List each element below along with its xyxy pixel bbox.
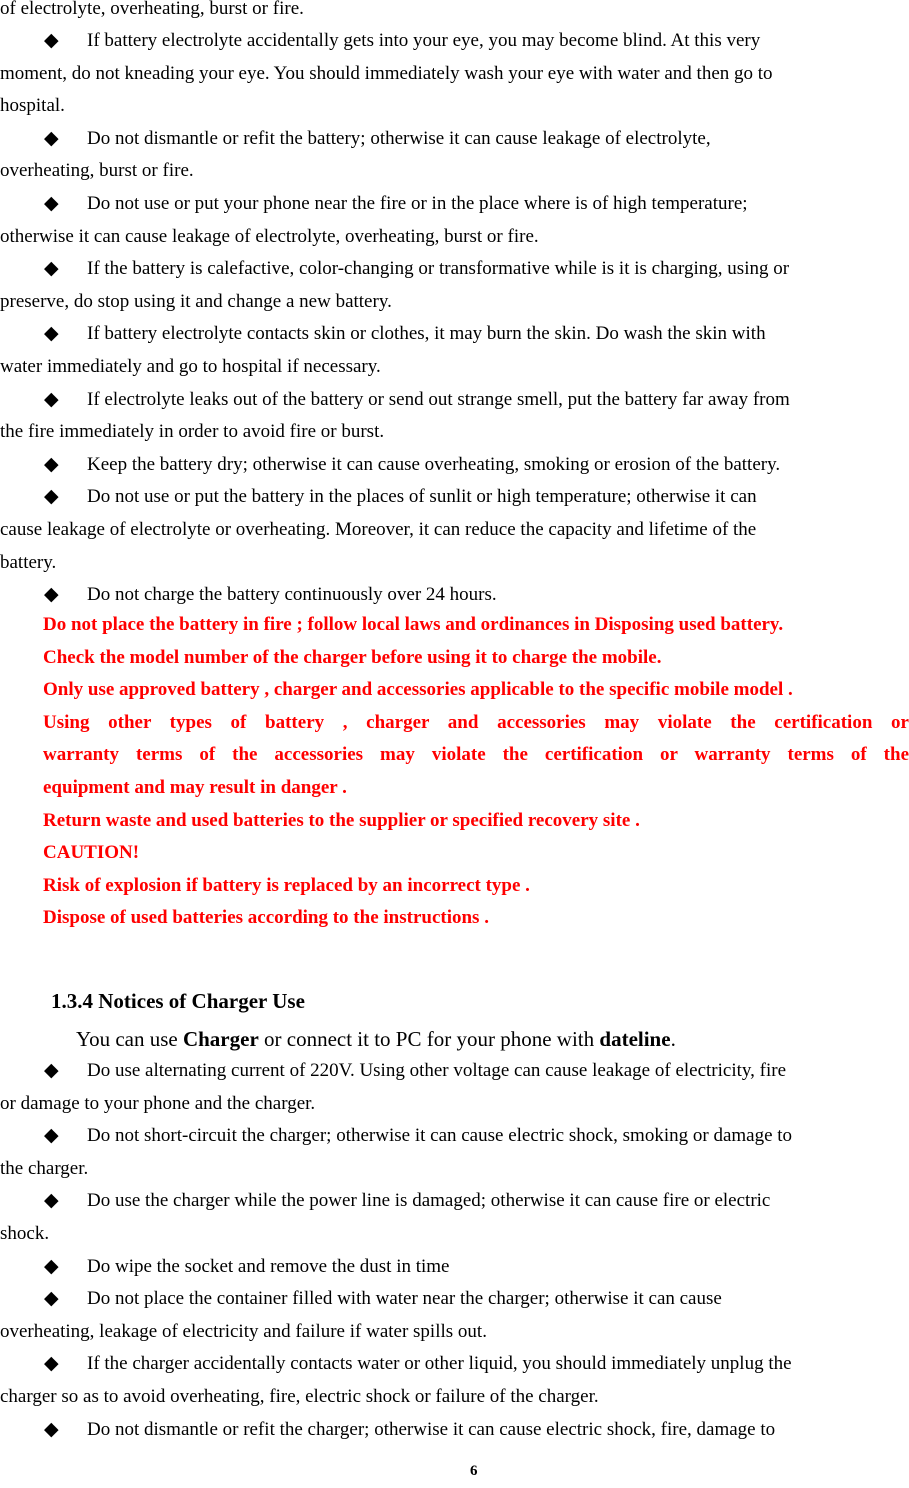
bullet-icon: ◆	[44, 388, 59, 410]
bullet-text-continuation: overheating, leakage of electricity and failure if water spills out.	[0, 1320, 487, 1342]
bullet-text-continuation: hospital.	[0, 95, 65, 117]
bullet-icon: ◆	[44, 193, 59, 214]
bullet-text: Do not short-circuit the charger; otherwise it can cause electric shock, smoking or damage to	[87, 1125, 793, 1147]
warning-line: Return waste and used batteries to the supplier or specified recovery site .	[43, 809, 640, 831]
bullet-text-continuation: the charger.	[0, 1157, 89, 1179]
bullet-icon: ◆	[44, 30, 59, 51]
bullet-icon: ◆	[44, 258, 59, 280]
bullet-icon: ◆	[44, 1353, 59, 1375]
bullet-text-continuation: moment, do not kneading your eye. You should immediately wash your eye with water and then go to	[0, 62, 773, 84]
bullet-icon: ◆	[44, 323, 59, 345]
bullet-text: If the battery is calefactive, color-changing or transformative while is it is charging, using or	[87, 258, 790, 280]
bullet-icon: ◆	[44, 1288, 59, 1310]
warning-line: Risk of explosion if battery is replaced by an incorrect type .	[43, 874, 530, 896]
bullet-text: Do not use or put the battery in the places of sunlit or high temperature; otherwise it can	[87, 486, 757, 508]
intro-text-2: or connect it to PC for your phone with	[258, 1027, 600, 1051]
bullet-text-continuation: cause leakage of electrolyte or overheating. Moreover, it can reduce the capacity and lifetime of the	[0, 519, 757, 540]
bullet-text-continuation: otherwise it can cause leakage of electrolyte, overheating, burst or fire.	[0, 225, 539, 247]
bullet-icon: ◆	[44, 1060, 59, 1081]
bullet-icon: ◆	[44, 1418, 59, 1440]
warning-line: CAUTION!	[43, 842, 140, 864]
bullet-text: Do not place the container filled with water near the charger; otherwise it can cause	[87, 1288, 722, 1310]
bullet-text: Do use the charger while the power line is damaged; otherwise it can cause fire or electric	[87, 1190, 771, 1212]
warning-line: Do not place the battery in fire ; follow local laws and ordinances in Disposing used battery.	[43, 614, 784, 635]
intro-bold-charger: Charger	[182, 1027, 259, 1051]
bullet-text-continuation: the fire immediately in order to avoid fire or burst.	[0, 421, 385, 443]
bullet-icon: ◆	[44, 584, 59, 606]
warning-line: Only use approved battery , charger and accessories applicable to the specific mobile model .	[43, 679, 793, 701]
bullet-text: Do use alternating current of 220V. Using other voltage can cause leakage of electricity, fire	[87, 1060, 787, 1081]
bullet-text: Do not use or put your phone near the fire or in the place where is of high temperature;	[87, 193, 748, 214]
section-heading: 1.3.4 Notices of Charger Use	[51, 989, 305, 1013]
bullet-text: If electrolyte leaks out of the battery or send out strange smell, put the battery far away from	[87, 388, 790, 410]
bullet-text: Do not dismantle or refit the battery; otherwise it can cause leakage of electrolyte,	[87, 127, 711, 149]
bullet-text: Do not dismantle or refit the charger; otherwise it can cause electric shock, fire, damage to	[87, 1418, 776, 1440]
bullet-icon: ◆	[44, 1190, 59, 1212]
bullet-text: If battery electrolyte contacts skin or clothes, it may burn the skin. Do wash the skin with	[87, 323, 766, 345]
warning-line: Using other types of battery , charger and accessories may violate the certification or	[43, 711, 909, 733]
warning-line: Dispose of used batteries according to the instructions .	[43, 907, 489, 929]
bullet-text: Do not charge the battery continuously over 24 hours.	[87, 584, 497, 606]
bullet-text: If the charger accidentally contacts water or other liquid, you should immediately unplug the	[87, 1353, 792, 1375]
battery-lead-fragment: of electrolyte, overheating, burst or fire.	[0, 0, 304, 19]
bullet-icon: ◆	[44, 127, 59, 149]
intro-text-1: You can use	[76, 1027, 183, 1051]
bullet-text-continuation: charger so as to avoid overheating, fire, electric shock or failure of the charger.	[0, 1386, 599, 1407]
bullet-icon: ◆	[44, 486, 59, 508]
bullet-text-continuation: or damage to your phone and the charger.	[0, 1092, 316, 1114]
warning-line: warranty terms of the accessories may violate the certification or warranty terms of the	[43, 744, 909, 766]
bullet-text: If battery electrolyte accidentally gets into your eye, you may become blind. At this very	[87, 30, 761, 51]
bullet-text-continuation: shock.	[0, 1223, 50, 1244]
bullet-icon: ◆	[44, 453, 59, 475]
intro-text-3: .	[670, 1027, 676, 1051]
bullet-text: Keep the battery dry; otherwise it can cause overheating, smoking or erosion of the battery.	[87, 453, 781, 475]
warning-line: equipment and may result in danger .	[43, 777, 347, 798]
bullet-text-continuation: battery.	[0, 551, 57, 573]
warning-line: Check the model number of the charger before using it to charge the mobile.	[43, 646, 662, 668]
bullet-icon: ◆	[44, 1125, 59, 1147]
intro-bold-dateline: dateline	[599, 1027, 671, 1051]
bullet-text-continuation: preserve, do stop using it and change a new battery.	[0, 290, 392, 312]
bullet-icon: ◆	[44, 1255, 59, 1277]
bullet-text-continuation: overheating, burst or fire.	[0, 160, 194, 182]
bullet-text-continuation: water immediately and go to hospital if necessary.	[0, 356, 381, 377]
page-number: 6	[470, 1463, 478, 1479]
charger-intro	[76, 1023, 676, 1056]
bullet-text: Do wipe the socket and remove the dust in time	[87, 1255, 450, 1277]
